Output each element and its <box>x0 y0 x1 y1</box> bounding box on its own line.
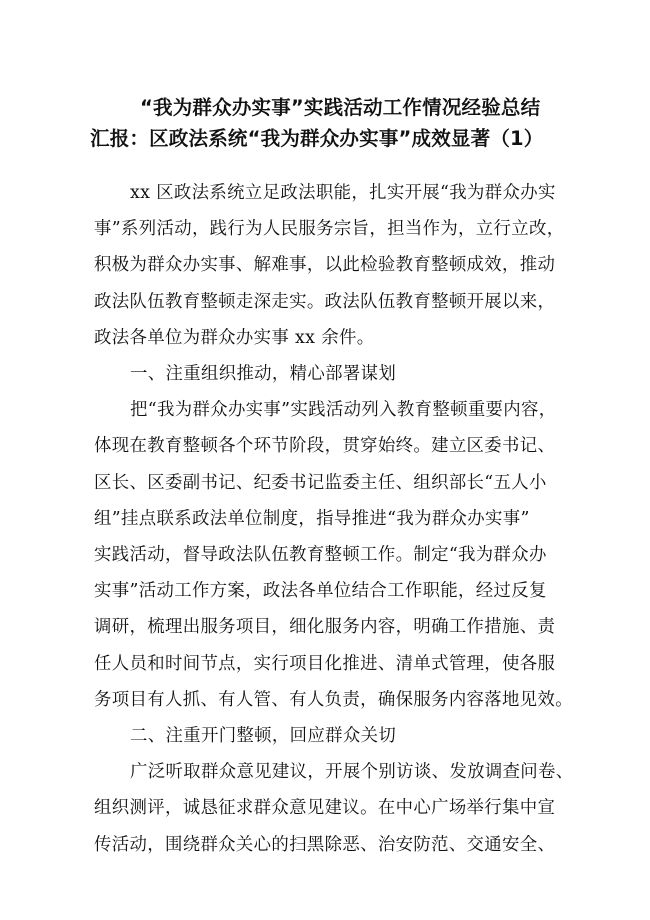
body-line: 区长、区委副书记、纪委书记监委主任、组织部长“五人小 <box>94 472 547 493</box>
section-heading: 二、注重开门整顿，回应群众关切 <box>130 726 397 747</box>
body-line: 调研，梳理出服务项目，细化服务内容，明确工作措施、责 <box>94 617 556 638</box>
body-line: 政法各单位为群众办实事 xx 余件。 <box>94 327 375 348</box>
title-line: “我为群众办实事”实践活动工作情况经验总结 <box>140 96 541 119</box>
body-line: 实事”活动工作方案，政法各单位结合工作职能，经过反复 <box>94 581 547 602</box>
body-line: xx 区政法系统立足政法职能，扎实开展“我为群众办实 <box>130 183 556 203</box>
body-line: 积极为群众办实事、解难事，以此检验教育整顿成效，推动 <box>94 255 556 276</box>
title-line: 汇报：区政法系统“我为群众办实事”成效显著（1） <box>90 127 544 150</box>
body-line: 组”挂点联系政法单位制度，指导推进“我为群众办实事” <box>94 508 530 529</box>
body-line: 政法队伍教育整顿走深走实。政法队伍教育整顿开展以来， <box>94 291 556 312</box>
body-line: 务项目有人抓、有人管、有人负责，确保服务内容落地见效。 <box>94 689 573 710</box>
body-line: 广泛听取群众意见建议，开展个别访谈、发放调查问卷、 <box>130 762 574 783</box>
body-line: 任人员和时间节点，实行项目化推进、清单式管理，使各服 <box>94 653 556 674</box>
document-title <box>90 92 570 154</box>
document-body <box>94 175 574 863</box>
body-line: 把“我为群众办实事”实践活动列入教育整顿重要内容， <box>130 400 557 421</box>
body-line: 实践活动，督导政法队伍教育整顿工作。制定“我为群众办 <box>94 545 547 566</box>
body-line: 组织测评，诚恳征求群众意见建议。在中心广场举行集中宣 <box>94 798 556 819</box>
body-line: 传活动，围绕群众关心的扫黑除恶、治安防范、交通安全、 <box>94 834 556 855</box>
body-line: 体现在教育整顿各个环节阶段，贯穿始终。建立区委书记、 <box>94 436 556 457</box>
section-heading: 一、注重组织推动，精心部署谋划 <box>130 364 397 385</box>
body-line: 事”系列活动，践行为人民服务宗旨，担当作为，立行立改， <box>94 219 565 240</box>
